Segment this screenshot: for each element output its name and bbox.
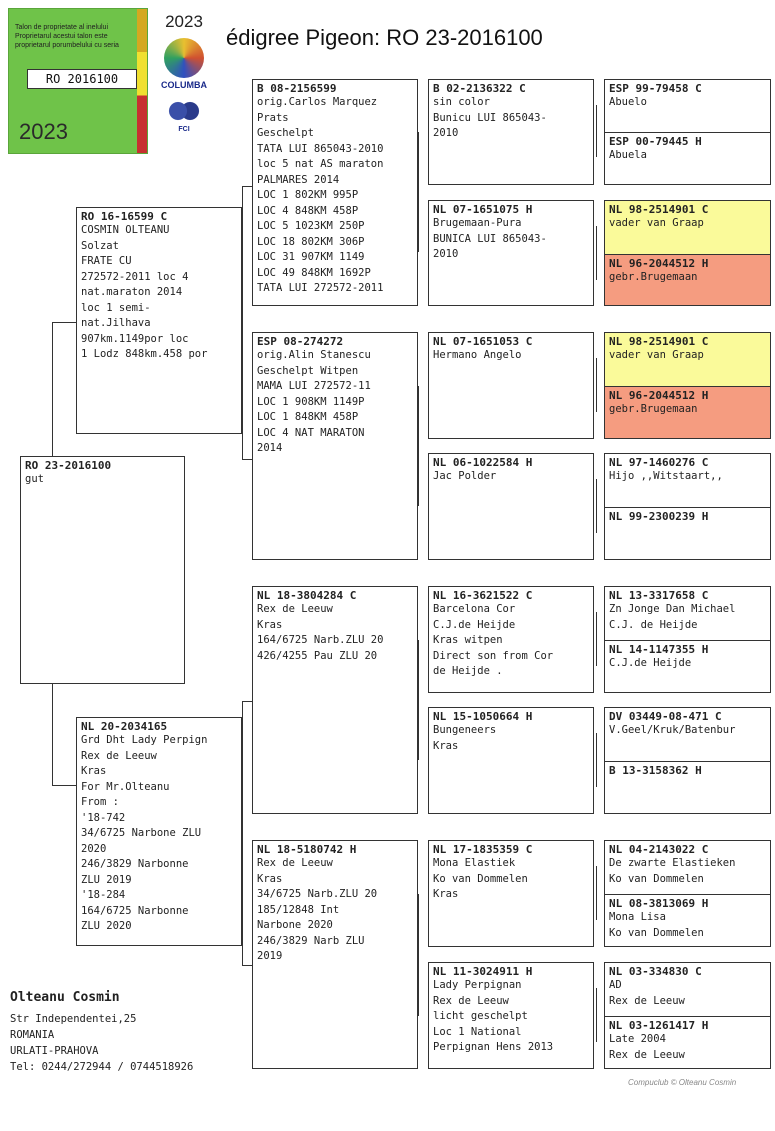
ticket-ring-code: RO 2016100 <box>27 69 137 89</box>
info-line: Narbone 2020 <box>257 919 333 931</box>
info-line: LOC 5 1023KM 250P <box>257 220 365 232</box>
flag-stripe <box>137 9 147 153</box>
dam-sire-box <box>252 586 418 814</box>
connector <box>418 894 419 1016</box>
ring-number: RO 16-16599 C <box>81 210 168 223</box>
info-line: Kras <box>257 618 283 631</box>
info-line: Rex de Leeuw <box>257 603 333 615</box>
info-line: 246/3829 Narb ZLU <box>257 934 365 947</box>
gg-cock <box>605 333 770 386</box>
info-line: Grd Dht Lady Perpign <box>81 734 208 746</box>
connector <box>596 226 597 280</box>
dsd-box <box>428 707 594 814</box>
ring-number: NL 07-1651053 C <box>433 335 533 348</box>
ownership-ticket <box>8 8 148 154</box>
info-line: Abuela <box>609 149 647 161</box>
ring-number: NL 98-2514901 C <box>609 203 709 216</box>
gg-hen <box>605 640 770 693</box>
ring-number: NL 18-5180742 H <box>257 843 357 856</box>
info-line: de Heijde . <box>433 665 503 677</box>
connector <box>242 186 243 459</box>
gg-pair-8 <box>604 962 771 1069</box>
logo-column <box>148 8 220 154</box>
columba-label: COLUMBA <box>161 80 207 90</box>
ddd-box <box>428 962 594 1069</box>
ring-number: ESP 00-79445 H <box>609 135 702 148</box>
info-line: Ko van Dommelen <box>433 872 528 885</box>
info-line: LOC 1 802KM 995P <box>257 189 359 201</box>
info-line: Abuelo <box>609 96 647 108</box>
info-line: 2019 <box>257 950 283 962</box>
info-line: '18-742 <box>81 811 126 824</box>
info-line: Zn Jonge Dan Michael <box>609 603 736 615</box>
ring-number: NL 20-2034165 <box>81 720 168 733</box>
info-line: orig.Carlos Marquez <box>257 96 378 108</box>
info-line: AD <box>609 979 622 991</box>
gg-pair-2 <box>604 200 771 306</box>
info-line: nat.Jilhava <box>81 317 151 329</box>
gg-hen <box>605 254 770 306</box>
info-line: LOC 1 908KM 1149P <box>257 395 365 408</box>
connector <box>242 701 243 965</box>
ring-number: NL 11-3024911 H <box>433 965 533 978</box>
info-line: 1 Lodz 848km.458 por <box>81 348 208 360</box>
info-line: Ko van Dommelen <box>609 926 704 939</box>
ring-number: NL 97-1460276 C <box>609 456 709 469</box>
connector <box>52 322 77 323</box>
ring-number: B 13-3158362 H <box>609 764 702 777</box>
owner-info <box>10 990 193 1075</box>
info-line: Hijo ,,Witstaart,, <box>609 470 723 482</box>
sdd-box <box>428 453 594 560</box>
ring-number: NL 03-334830 C <box>609 965 702 978</box>
ring-number: NL 13-3317658 C <box>609 589 709 602</box>
columba-logo-icon <box>164 38 204 78</box>
info-line: ZLU 2020 <box>81 920 132 932</box>
info-line: LOC 31 907KM 1149 <box>257 251 365 263</box>
info-line: Mona Elastiek <box>433 857 516 869</box>
info-line: For Mr.Olteanu <box>81 780 170 793</box>
info-line: 246/3829 Narbonne <box>81 858 189 870</box>
ring-number: NL 99-2300239 H <box>609 510 709 523</box>
info-line: licht geschelpt <box>433 1010 528 1022</box>
info-line: Bungeneers <box>433 724 497 736</box>
dam-dam-box <box>252 840 418 1069</box>
info-line: LOC 4 848KM 458P <box>257 204 359 217</box>
gg-cock <box>605 587 770 640</box>
info-line: COSMIN OLTEANU <box>81 224 170 236</box>
owner-name: Olteanu Cosmin <box>10 990 120 1005</box>
info-line: gut <box>25 473 44 485</box>
info-line: PALMARES 2014 <box>257 173 340 186</box>
owner-phone: Tel: 0244/272944 / 0744518926 <box>10 1061 194 1073</box>
info-line: MAMA LUI 272572-11 <box>257 380 371 392</box>
connector <box>242 459 252 460</box>
info-line: gebr.Brugemaan <box>609 271 698 283</box>
dds-box <box>428 840 594 947</box>
connector <box>52 785 77 786</box>
connector <box>596 612 597 666</box>
ticket-year: 2023 <box>19 119 68 144</box>
connector <box>418 386 419 506</box>
info-line: Barcelona Cor <box>433 603 516 615</box>
ticket-text: Talon de proprietate al inelului Proprietarul acestui talon este proprietarul porumbelului cu seria <box>15 24 119 49</box>
info-line: Rex de Leeuw <box>257 857 333 869</box>
info-line: Loc 1 National <box>433 1025 522 1038</box>
info-line: FRATE CU <box>81 255 132 267</box>
connector <box>596 358 597 412</box>
info-line: Mona Lisa <box>609 911 666 923</box>
info-line: Bunicu LUI 865043- <box>433 111 547 124</box>
ring-number: NL 03-1261417 H <box>609 1019 709 1032</box>
gg-hen <box>605 1016 770 1069</box>
ring-number: NL 98-2514901 C <box>609 335 709 348</box>
connector <box>52 683 53 785</box>
gg-cock <box>605 708 770 761</box>
ring-number: ESP 08-274272 <box>257 335 344 348</box>
info-line: LOC 1 848KM 458P <box>257 411 359 423</box>
info-line: C.J.de Heijde <box>609 657 692 669</box>
connector <box>418 640 419 760</box>
gg-pair-6 <box>604 707 771 814</box>
info-line: Lady Perpignan <box>433 979 522 991</box>
gg-cock <box>605 201 770 254</box>
info-line: 185/12848 Int <box>257 903 340 916</box>
info-line: De zwarte Elastieken <box>609 857 736 869</box>
info-line: BUNICA LUI 865043- <box>433 232 547 245</box>
info-line: C.J. de Heijde <box>609 618 698 631</box>
info-line: orig.Alin Stanescu <box>257 349 371 361</box>
ring-number: NL 14-1147355 H <box>609 643 709 656</box>
info-line: 34/6725 Narb.ZLU 20 <box>257 888 378 900</box>
info-line: 907km.1149por loc <box>81 332 189 345</box>
sire-box <box>76 207 242 434</box>
ring-number: NL 06-1022584 H <box>433 456 533 469</box>
connector <box>596 105 597 157</box>
ring-number: NL 96-2044512 H <box>609 389 709 402</box>
gg-cock <box>605 841 770 894</box>
info-line: vader van Graap <box>609 349 704 361</box>
info-line: Kras <box>433 739 459 752</box>
info-line: vader van Graap <box>609 217 704 229</box>
info-line: From : <box>81 796 119 808</box>
copyright-footer: Compuclub © Olteanu Cosmin <box>628 1078 737 1087</box>
ring-number: NL 18-3804284 C <box>257 589 357 602</box>
info-line: Kras <box>257 872 283 885</box>
dam-box <box>76 717 242 946</box>
gg-hen <box>605 386 770 439</box>
info-line: 34/6725 Narbone ZLU <box>81 827 202 839</box>
connector <box>242 186 252 187</box>
info-line: 426/4255 Pau ZLU 20 <box>257 649 378 662</box>
info-line: 2020 <box>81 842 107 855</box>
info-line: 272572-2011 loc 4 <box>81 270 189 283</box>
info-line: loc 5 nat AS maraton <box>257 158 384 170</box>
gg-hen <box>605 507 770 560</box>
sds-box <box>428 332 594 439</box>
fci-label: FCI <box>178 126 190 133</box>
info-line: C.J.de Heijde <box>433 618 516 631</box>
ring-number: B 08-2156599 <box>257 82 337 95</box>
owner-street: Str Independentei,25 <box>10 1013 137 1025</box>
gg-cock <box>605 80 770 132</box>
gg-pair-7 <box>604 840 771 947</box>
info-line: 2010 <box>433 127 459 139</box>
info-line: 164/6725 Narb.ZLU 20 <box>257 634 384 646</box>
gg-hen <box>605 761 770 814</box>
info-line: Prats <box>257 111 289 124</box>
connector <box>242 965 252 966</box>
ring-number: RO 23-2016100 <box>25 459 112 472</box>
ring-number: NL 96-2044512 H <box>609 257 709 270</box>
connector <box>52 322 53 457</box>
info-line: Jac Polder <box>433 470 497 482</box>
owner-country: ROMANIA <box>10 1029 55 1041</box>
info-line: 164/6725 Narbonne <box>81 904 189 917</box>
info-line: nat.maraton 2014 <box>81 286 183 298</box>
info-line: 2010 <box>433 248 459 260</box>
info-line: gebr.Brugemaan <box>609 403 698 415</box>
fci-logo-icon <box>164 98 204 124</box>
info-line: Rex de Leeuw <box>81 749 157 762</box>
info-line: Direct son from Cor <box>433 649 554 662</box>
info-line: sin color <box>433 96 490 108</box>
ring-number: NL 15-1050664 H <box>433 710 533 723</box>
connector <box>242 701 252 702</box>
connector <box>596 988 597 1042</box>
gg-pair-5 <box>604 586 771 693</box>
info-line: '18-284 <box>81 889 126 901</box>
sire-sire-box <box>252 79 418 306</box>
info-line: Ko van Dommelen <box>609 872 704 885</box>
info-line: Late 2004 <box>609 1033 666 1045</box>
info-line: Kras <box>81 765 107 777</box>
ring-number: NL 07-1651075 H <box>433 203 533 216</box>
sire-dam-box <box>252 332 418 560</box>
info-line: Hermano Angelo <box>433 349 522 361</box>
gg-pair-4 <box>604 453 771 560</box>
ring-number: ESP 99-79458 C <box>609 82 702 95</box>
ssd-box <box>428 200 594 306</box>
owner-city: URLATI-PRAHOVA <box>10 1045 99 1057</box>
page-title: édigree Pigeon: RO 23-2016100 <box>226 25 543 50</box>
ring-number: NL 16-3621522 C <box>433 589 533 602</box>
connector <box>596 479 597 533</box>
ring-number: DV 03449-08-471 C <box>609 710 722 723</box>
connector <box>596 866 597 920</box>
info-line: Perpignan Hens 2013 <box>433 1041 554 1053</box>
ring-number: B 02-2136322 C <box>433 82 526 95</box>
info-line: LOC 49 848KM 1692P <box>257 266 371 279</box>
logo-year: 2023 <box>165 12 203 31</box>
gg-cock <box>605 454 770 507</box>
info-line: Kras witpen <box>433 634 503 646</box>
info-line: Solzat <box>81 239 119 252</box>
sss-box <box>428 79 594 185</box>
info-line: ZLU 2019 <box>81 873 132 886</box>
info-line: 2014 <box>257 442 283 454</box>
info-line: Rex de Leeuw <box>433 994 509 1007</box>
gg-pair-1 <box>604 79 771 185</box>
info-line: LOC 4 NAT MARATON <box>257 426 365 439</box>
info-line: Geschelpt <box>257 127 314 139</box>
info-line: V.Geel/Kruk/Batenbur <box>609 724 736 736</box>
gg-pair-3 <box>604 332 771 439</box>
ring-number: NL 08-3813069 H <box>609 897 709 910</box>
connector <box>596 733 597 787</box>
info-line: Brugemaan-Pura <box>433 217 522 229</box>
subject-pigeon-box <box>20 456 185 684</box>
ring-number: NL 04-2143022 C <box>609 843 709 856</box>
gg-hen <box>605 132 770 185</box>
info-line: LOC 18 802KM 306P <box>257 235 365 248</box>
info-line: Rex de Leeuw <box>609 1048 685 1061</box>
ring-number: NL 17-1835359 C <box>433 843 533 856</box>
info-line: Geschelpt Witpen <box>257 364 359 377</box>
connector <box>418 132 419 252</box>
info-line: Rex de Leeuw <box>609 994 685 1007</box>
gg-cock <box>605 963 770 1016</box>
info-line: TATA LUI 272572-2011 <box>257 282 384 294</box>
info-line: TATA LUI 865043-2010 <box>257 142 384 155</box>
dss-box <box>428 586 594 693</box>
gg-hen <box>605 894 770 947</box>
info-line: Kras <box>433 888 459 900</box>
info-line: loc 1 semi- <box>81 301 151 314</box>
